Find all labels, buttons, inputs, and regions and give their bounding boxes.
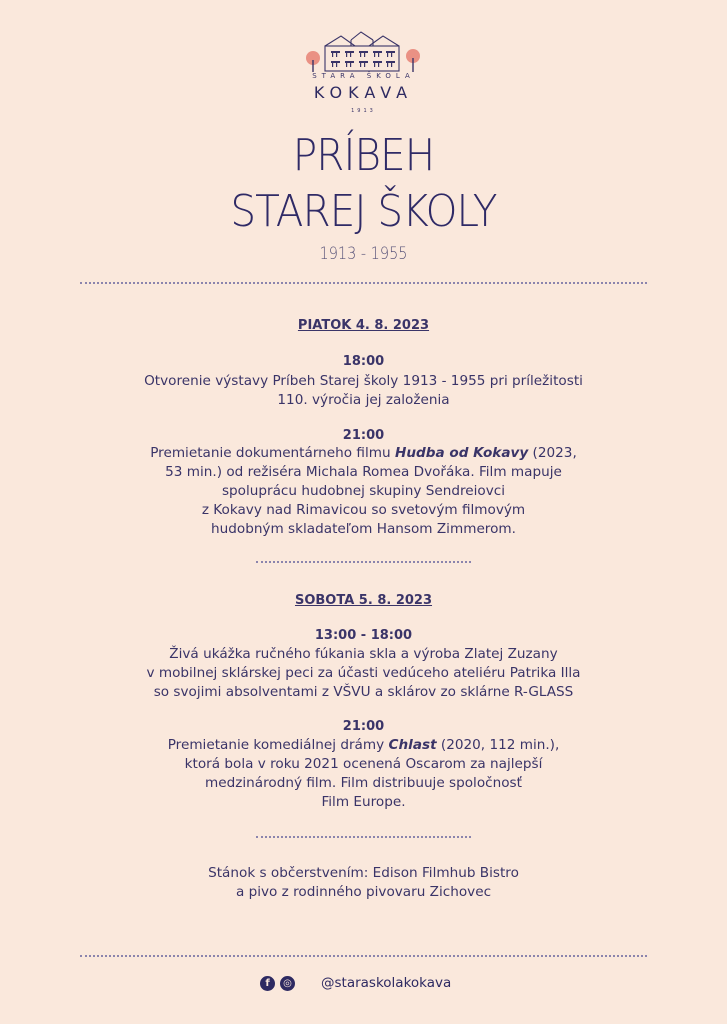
day2-event2-time: 21:00 <box>342 719 385 734</box>
logo-year: 1913 <box>351 108 376 114</box>
day1-event2-desc-1: Premietanie dokumentárneho filmu Hudba od Kokavy (2023, <box>150 445 577 461</box>
year-range: 1913 - 1955 <box>319 244 408 264</box>
day2-event1-desc-3: so svojimi absolventami z VŠVU a sklárov zo sklárne R-GLASS <box>153 684 574 700</box>
logo-tagline: STARA ŠKOLA <box>312 72 415 80</box>
day1-event2-desc-2: 53 min.) od režiséra Michala Romea Dvořáka. Film mapuje <box>165 464 562 480</box>
day2-event2-desc-4: Film Europe. <box>321 794 406 810</box>
day1-event1-time: 18:00 <box>342 354 385 369</box>
film-title: Chlast <box>388 737 437 753</box>
page-title-line1: PRÍBEH <box>292 130 435 181</box>
day1-event2-time: 21:00 <box>342 428 385 443</box>
school-building-logo <box>303 30 423 72</box>
day2-event1-time: 13:00 - 18:00 <box>314 628 413 643</box>
day1-event1-desc-2: 110. výročia jej založenia <box>277 392 450 408</box>
day2-event2-desc-3: medzinárodný film. Film distribuuje spoločnosť <box>205 775 522 791</box>
film-title: Hudba od Kokavy <box>394 445 529 461</box>
day2-event2-desc-2: ktorá bola v roku 2021 ocenená Oscarom za najlepší <box>184 756 543 772</box>
day1-event2-desc-4: z Kokavy nad Rimavicou so svetovým filmovým <box>201 502 526 518</box>
day2-date: SOBOTA 5. 8. 2023 <box>294 593 433 608</box>
social-handle[interactable]: @staraskolakokava <box>321 975 452 991</box>
refreshments-2: a pivo z rodinného pivovaru Zichovec <box>235 884 492 900</box>
day1-date: PIATOK 4. 8. 2023 <box>297 318 430 333</box>
facebook-icon[interactable]: f <box>260 976 275 991</box>
day1-event1-desc-1: Otvorenie výstavy Príbeh Starej školy 1913 - 1955 pri príležitosti <box>144 373 583 389</box>
social-footer <box>260 974 451 992</box>
refreshments-1: Stánok s občerstvením: Edison Filmhub Bistro <box>208 865 519 881</box>
page-title-line2: STAREJ ŠKOLY <box>230 186 497 237</box>
divider <box>80 282 647 284</box>
divider <box>256 561 471 563</box>
instagram-icon[interactable]: ◎ <box>280 976 295 991</box>
divider <box>80 955 647 957</box>
day2-event1-desc-1: Živá ukážka ručného fúkania skla a výroba Zlatej Zuzany <box>169 646 558 662</box>
day1-event2-desc-3: spoluprácu hudobnej skupiny Sendreiovci <box>221 483 506 499</box>
logo-name: KOKAVA <box>313 83 414 102</box>
day1-event2-desc-5: hudobným skladateľom Hansom Zimmerom. <box>211 521 516 537</box>
day2-event1-desc-2: v mobilnej sklárskej peci za účasti vedúceho ateliéru Patrika Illa <box>146 665 581 681</box>
day2-event2-desc-1: Premietanie komediálnej drámy Chlast (2020, 112 min.), <box>167 737 560 753</box>
divider <box>256 836 471 838</box>
